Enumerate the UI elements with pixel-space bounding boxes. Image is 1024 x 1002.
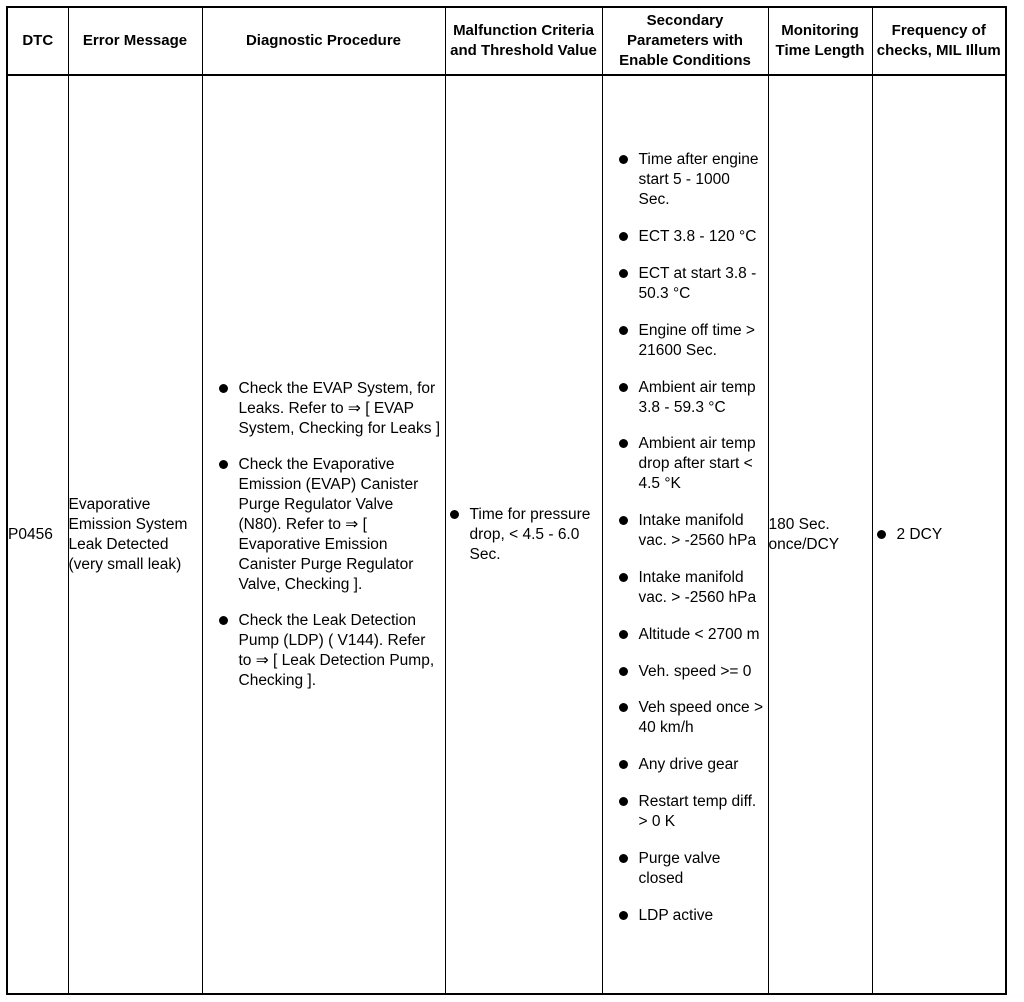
frequency-list bbox=[873, 525, 1006, 545]
header-dtc: DTC bbox=[7, 7, 68, 75]
error-message: Evaporative Emission System Leak Detected (very small leak) bbox=[68, 75, 202, 994]
parameter-item: Any drive gear bbox=[615, 755, 764, 775]
parameter-item: Veh. speed >= 0 bbox=[615, 662, 764, 682]
parameter-item: Restart temp diff. > 0 K bbox=[615, 792, 764, 832]
dtc-code: P0456 bbox=[7, 75, 68, 994]
malfunction-criteria-cell bbox=[445, 75, 602, 994]
diagnostic-step: Check the Leak Detection Pump (LDP) ( V144). Refer to ⇒ [ Leak Detection Pump, Checking ]. bbox=[215, 611, 441, 691]
header-secondary-parameters: Secondary Parameters with Enable Conditions bbox=[602, 7, 768, 75]
frequency-cell bbox=[872, 75, 1006, 994]
monitoring-time: 180 Sec. once/DCY bbox=[768, 75, 872, 994]
dtc-table bbox=[6, 6, 1007, 995]
parameter-item: Intake manifold vac. > -2560 hPa bbox=[615, 568, 764, 608]
parameter-item: Veh speed once > 40 km/h bbox=[615, 698, 764, 738]
diagnostic-procedure-list bbox=[203, 379, 445, 691]
header-row bbox=[7, 7, 1006, 75]
table-row bbox=[7, 75, 1006, 994]
header-malfunction-criteria: Malfunction Criteria and Threshold Value bbox=[445, 7, 602, 75]
parameter-item: Purge valve closed bbox=[615, 849, 764, 889]
frequency-item: 2 DCY bbox=[873, 525, 1006, 545]
diagnostic-step: Check the Evaporative Emission (EVAP) Canister Purge Regulator Valve (N80). Refer to ⇒ [ Evaporative Emission Canister Purge Regulator Valve, Checking ]. bbox=[215, 455, 441, 595]
secondary-parameters-list bbox=[603, 143, 768, 925]
header-monitoring-time: Monitoring Time Length bbox=[768, 7, 872, 75]
parameter-item: ECT at start 3.8 - 50.3 °C bbox=[615, 264, 764, 304]
header-error-message: Error Message bbox=[68, 7, 202, 75]
parameter-item: ECT 3.8 - 120 °C bbox=[615, 227, 764, 247]
parameter-item: Ambient air temp 3.8 - 59.3 °C bbox=[615, 378, 764, 418]
parameter-item: LDP active bbox=[615, 906, 764, 926]
parameter-item: Time after engine start 5 - 1000 Sec. bbox=[615, 150, 764, 210]
diagnostic-procedure-cell bbox=[202, 75, 445, 994]
secondary-parameters-cell bbox=[602, 75, 768, 994]
criteria-item: Time for pressure drop, < 4.5 - 6.0 Sec. bbox=[446, 505, 602, 565]
parameter-item: Engine off time > 21600 Sec. bbox=[615, 321, 764, 361]
diagnostic-step: Check the EVAP System, for Leaks. Refer to ⇒ [ EVAP System, Checking for Leaks ] bbox=[215, 379, 441, 439]
parameter-item: Altitude < 2700 m bbox=[615, 625, 764, 645]
parameter-item: Intake manifold vac. > -2560 hPa bbox=[615, 511, 764, 551]
malfunction-criteria-list bbox=[446, 505, 602, 565]
header-diagnostic-procedure: Diagnostic Procedure bbox=[202, 7, 445, 75]
parameter-item: Ambient air temp drop after start < 4.5 °K bbox=[615, 434, 764, 494]
header-frequency: Frequency of checks, MIL Illum bbox=[872, 7, 1006, 75]
